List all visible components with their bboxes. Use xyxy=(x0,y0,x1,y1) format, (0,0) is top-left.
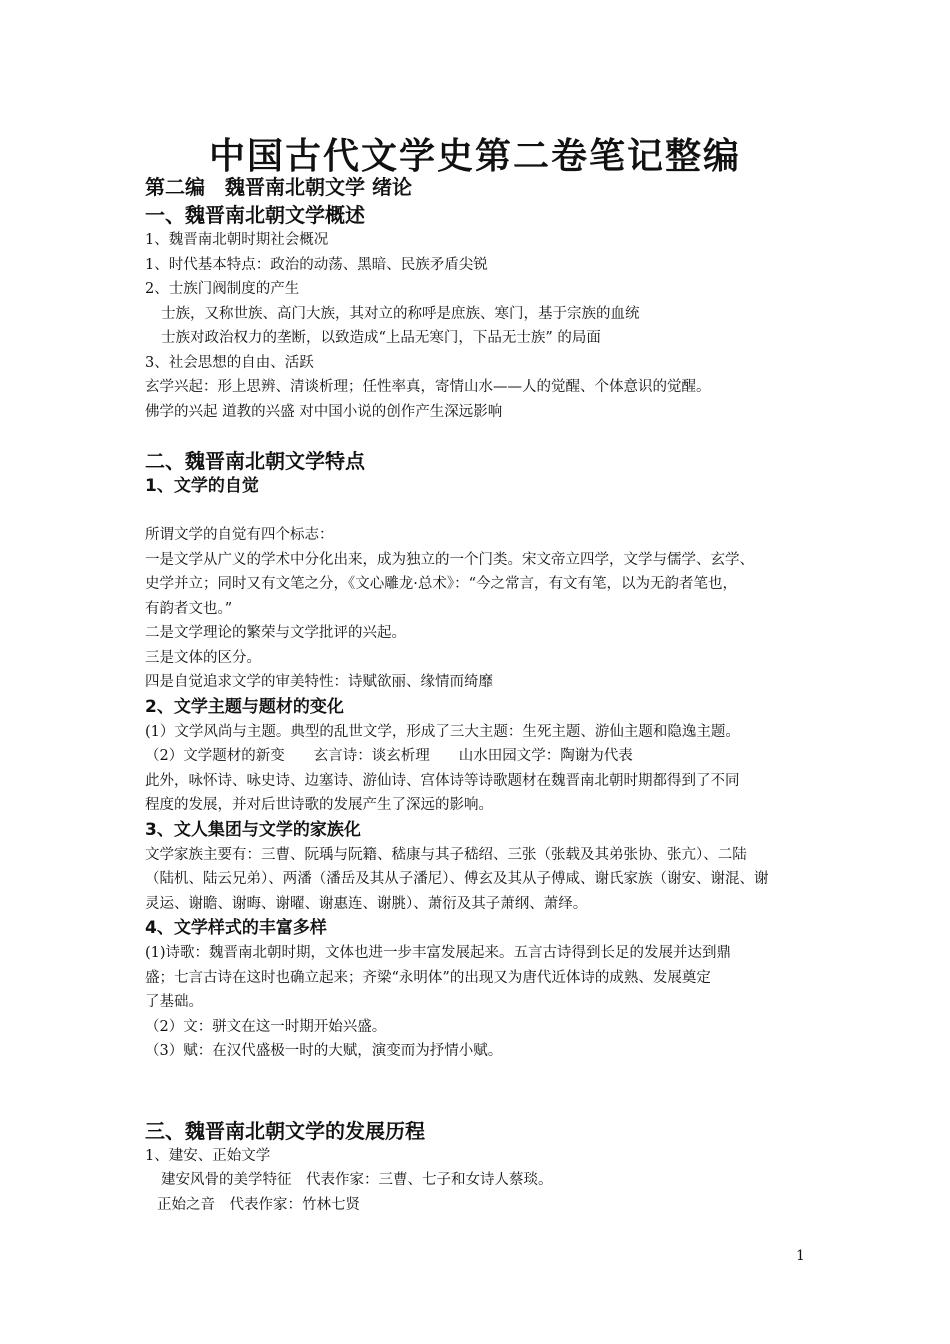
subsection-heading: 2、文学主题与题材的变化 xyxy=(145,696,344,717)
text-line: 建安风骨的美学特征 代表作家：三曹、七子和女诗人蔡琰。 xyxy=(161,1172,553,1188)
text-line: 四是自觉追求文学的审美特性：诗赋欲丽、缘情而绮靡 xyxy=(145,674,493,690)
spacer xyxy=(145,1088,815,1118)
section-heading: 一、魏晋南北朝文学概述 xyxy=(145,203,365,227)
document-body xyxy=(145,172,815,1217)
spacer xyxy=(145,1064,815,1088)
text-line: 程度的发展，并对后世诗歌的发展产生了深远的影响。 xyxy=(145,797,493,813)
text-line: 2、士族门阀制度的产生 xyxy=(145,281,300,297)
text-line: 盛；七言古诗在这时也确立起来；齐梁“永明体”的出现又为唐代近体诗的成熟、发展奠定 xyxy=(145,969,711,986)
text-line: 灵运、谢瞻、谢晦、谢曜、谢惠连、谢朓）、萧衍及其子萧纲、萧绎。 xyxy=(145,895,588,912)
text-line: 文学家族主要有：三曹、阮瑀与阮籍、嵇康与其子嵇绍、三张（张载及其弟张协、张亢）、二陆 xyxy=(145,846,747,863)
text-line: 正始之音 代表作家：竹林七贤 xyxy=(157,1196,360,1213)
subsection-heading: 1、文学的自觉 xyxy=(145,476,259,496)
document-title: 中国古代文学史第二卷笔记整编 xyxy=(208,135,741,177)
text-line: 士族对政治权力的垄断，以致造成“上品无寒门，下品无士族” 的局面 xyxy=(161,330,601,346)
section-heading: 二、魏晋南北朝文学特点 xyxy=(145,449,365,473)
text-line: (1）文学风尚与主题。典型的乱世文学，形成了三大主题：生死主题、游仙主题和隐逸主题。 xyxy=(145,723,740,740)
page-number: 1 xyxy=(796,1248,805,1264)
text-line: 了基础。 xyxy=(145,994,203,1010)
section-heading: 三、魏晋南北朝文学的发展历程 xyxy=(145,1118,425,1143)
text-line: 佛学的兴起 道教的兴盛 对中国小说的创作产生深远影响 xyxy=(145,403,503,420)
text-line: （陆机、陆云兄弟）、两潘（潘岳及其从子潘尼）、傅玄及其从子傅咸、谢氏家族（谢安、谢混、谢 xyxy=(145,871,769,887)
text-line: （2）文：骈文在这一时期开始兴盛。 xyxy=(145,1018,387,1035)
text-line: 所谓文学的自觉有四个标志： xyxy=(145,527,334,543)
text-line: 玄学兴起：形上思辨、清谈析理；任性率真，寄情山水——人的觉醒、个体意识的觉醒。 xyxy=(145,379,711,395)
text-line: 史学并立；同时又有文笔之分，《文心雕龙·总术》：“今之常言，有文有笔，以为无韵者笔也， xyxy=(145,576,738,592)
subsection-heading: 3、文人集团与文学的家族化 xyxy=(145,819,361,840)
text-line: 士族，又称世族、高门大族，其对立的称呼是庶族、寒门，基于宗族的血统 xyxy=(161,305,640,322)
spacer xyxy=(145,424,815,448)
text-line: （3）赋：在汉代盛极一时的大赋，演变而为抒情小赋。 xyxy=(145,1043,503,1059)
text-line: 1、魏晋南北朝时期社会概况 xyxy=(145,232,329,248)
text-line: 3、社会思想的自由、活跃 xyxy=(145,354,314,371)
subsection-heading: 4、文学样式的丰富多样 xyxy=(145,918,327,938)
text-line: 三是文体的区分。 xyxy=(145,649,261,666)
text-line: 此外，咏怀诗、咏史诗、边塞诗、游仙诗、宫体诗等诗歌题材在魏晋南北朝时期都得到了不同 xyxy=(145,772,740,789)
text-line: 一是文学从广义的学术中分化出来，成为独立的一个门类。宋文帝立四学，文学与儒学、玄学、 xyxy=(145,551,754,568)
part-heading: 第二编 魏晋南北朝文学 绪论 xyxy=(145,175,412,199)
spacer xyxy=(145,499,815,523)
text-line: （2）文学题材的新变 玄言诗：谈玄析理 山水田园文学：陶谢为代表 xyxy=(145,748,633,764)
text-line: 二是文学理论的繁荣与文学批评的兴起。 xyxy=(145,625,406,641)
text-line: 1、时代基本特点：政治的动荡、黑暗、民族矛盾尖锐 xyxy=(145,256,488,273)
text-line: (1)诗歌：魏晋南北朝时期，文体也进一步丰富发展起来。五言古诗得到长足的发展并达到鼎 xyxy=(145,945,732,961)
text-line: 有韵者文也。” xyxy=(145,600,233,617)
text-line: 1、建安、正始文学 xyxy=(145,1147,271,1164)
